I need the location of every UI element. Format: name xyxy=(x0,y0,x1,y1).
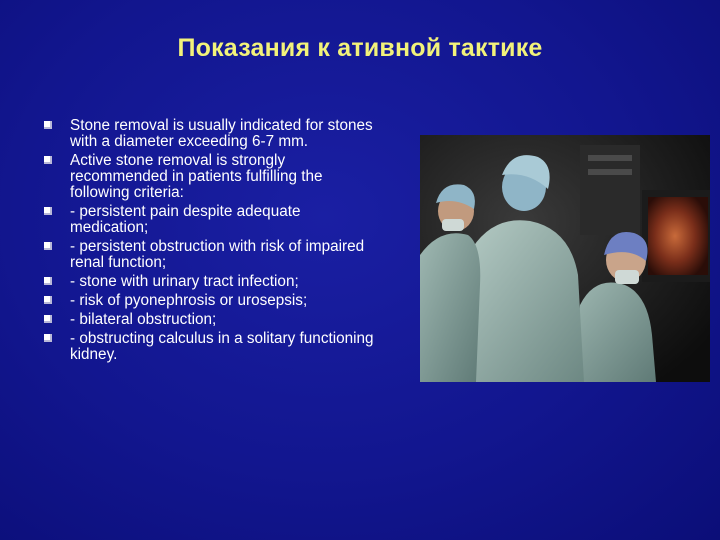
surgery-photo xyxy=(420,135,710,382)
bullet-text: Active stone removal is strongly recommended in patients fulfilling the following criteria: xyxy=(70,152,323,201)
list-item xyxy=(42,331,382,363)
bullet-list xyxy=(42,118,382,366)
bullet-text: - stone with urinary tract infection; xyxy=(70,273,299,290)
bullet-text: - bilateral obstruction; xyxy=(70,311,217,328)
list-item xyxy=(42,312,382,328)
bullet-text: - risk of pyonephrosis or urosepsis; xyxy=(70,292,308,309)
bullet-text: - persistent pain despite adequate medication; xyxy=(70,203,301,236)
list-item xyxy=(42,239,382,271)
bullet-text: - persistent obstruction with risk of impaired renal function; xyxy=(70,238,365,271)
list-item xyxy=(42,118,382,150)
list-item xyxy=(42,153,382,201)
square-bullet-icon xyxy=(44,315,52,323)
square-bullet-icon xyxy=(44,121,52,129)
square-bullet-icon xyxy=(44,334,52,342)
square-bullet-icon xyxy=(44,156,52,164)
square-bullet-icon xyxy=(44,207,52,215)
square-bullet-icon xyxy=(44,242,52,250)
square-bullet-icon xyxy=(44,296,52,304)
list-item xyxy=(42,274,382,290)
slide-title: Показания к ативной тактике xyxy=(177,34,543,62)
square-bullet-icon xyxy=(44,277,52,285)
list-item xyxy=(42,204,382,236)
bullet-text: - obstructing calculus in a solitary functioning kidney. xyxy=(70,330,374,363)
bullet-text: Stone removal is usually indicated for stones with a diameter exceeding 6-7 mm. xyxy=(70,117,373,150)
list-item xyxy=(42,293,382,309)
surgeons-at-monitor-illustration xyxy=(420,135,710,382)
